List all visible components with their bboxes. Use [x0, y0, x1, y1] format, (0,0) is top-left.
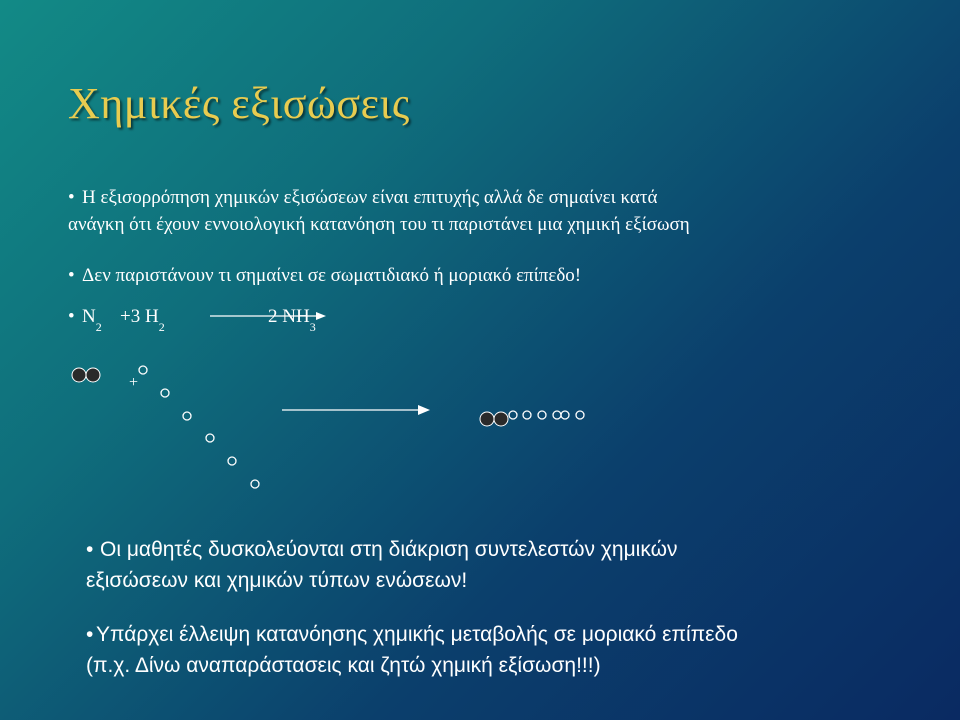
equation-nitrogen: $N_2$ [82, 306, 102, 334]
hydrogen-atom [561, 411, 569, 419]
hydrogen-atom [538, 411, 546, 419]
hydrogen-atom [161, 389, 169, 397]
bullet-marker: • [86, 538, 94, 561]
nitrogen-atom [480, 412, 494, 426]
hydrogen-atom [228, 457, 236, 465]
bullet-coefficients [86, 534, 876, 596]
hydrogen-atom [553, 411, 561, 419]
hydrogen-atom [139, 366, 147, 374]
bullet-text-line1: Υπάρχει έλλειψη κατανόησης χημικής μεταβολής σε μοριακό επίπεδο [96, 623, 738, 646]
equation-product: 2 $NH_3$ [268, 306, 316, 334]
bullet-marker: • [68, 187, 75, 208]
bullet-text-line2: ανάγκη ότι έχουν εννοιολογική κατανόηση του τι παριστάνει μια χημική εξίσωση [68, 214, 690, 235]
nitrogen-atom [72, 368, 86, 382]
hydrogen-atom [251, 480, 259, 488]
subscript: 2 [158, 319, 165, 334]
bullet-text-line2: εξισώσεων και χημικών τύπων ενώσεων! [86, 569, 468, 592]
subscript: 2 [95, 319, 102, 334]
hydrogen-atom [183, 412, 191, 420]
nitrogen-atom [494, 412, 508, 426]
plus-sign: + [129, 374, 139, 391]
bullet-marker: • [86, 623, 94, 646]
subscript: 3 [309, 319, 316, 334]
equation-hydrogen: +3 $H_2$ [120, 306, 165, 334]
bullet-text-line1: Η εξισορρόπηση χημικών εξισώσεων είναι επιτυχής αλλά δε σημαίνει κατά [82, 187, 658, 208]
bullet-molecular-change [86, 619, 876, 681]
slide-title: Χημικές εξισώσεις [68, 79, 410, 128]
hydrogen-atom [206, 434, 214, 442]
hydrogen-atom [523, 411, 531, 419]
reaction-arrow-head [418, 405, 430, 415]
bullet-text-line1: Οι μαθητές δυσκολεύονται στη διάκριση συντελεστών χημικών [100, 538, 678, 561]
bullet-text-line2: (π.χ. Δίνω αναπαράστασεις και ζητώ χημική εξίσωση!!!) [86, 654, 601, 677]
nitrogen-atom [86, 368, 100, 382]
bullet-marker: • [68, 265, 75, 286]
bullet-marker: • [68, 306, 75, 327]
bullet-text: Δεν παριστάνουν τι σημαίνει σε σωματιδιακό ή μοριακό επίπεδο! [82, 265, 582, 286]
hydrogen-atom [576, 411, 584, 419]
hydrogen-atom [509, 411, 517, 419]
